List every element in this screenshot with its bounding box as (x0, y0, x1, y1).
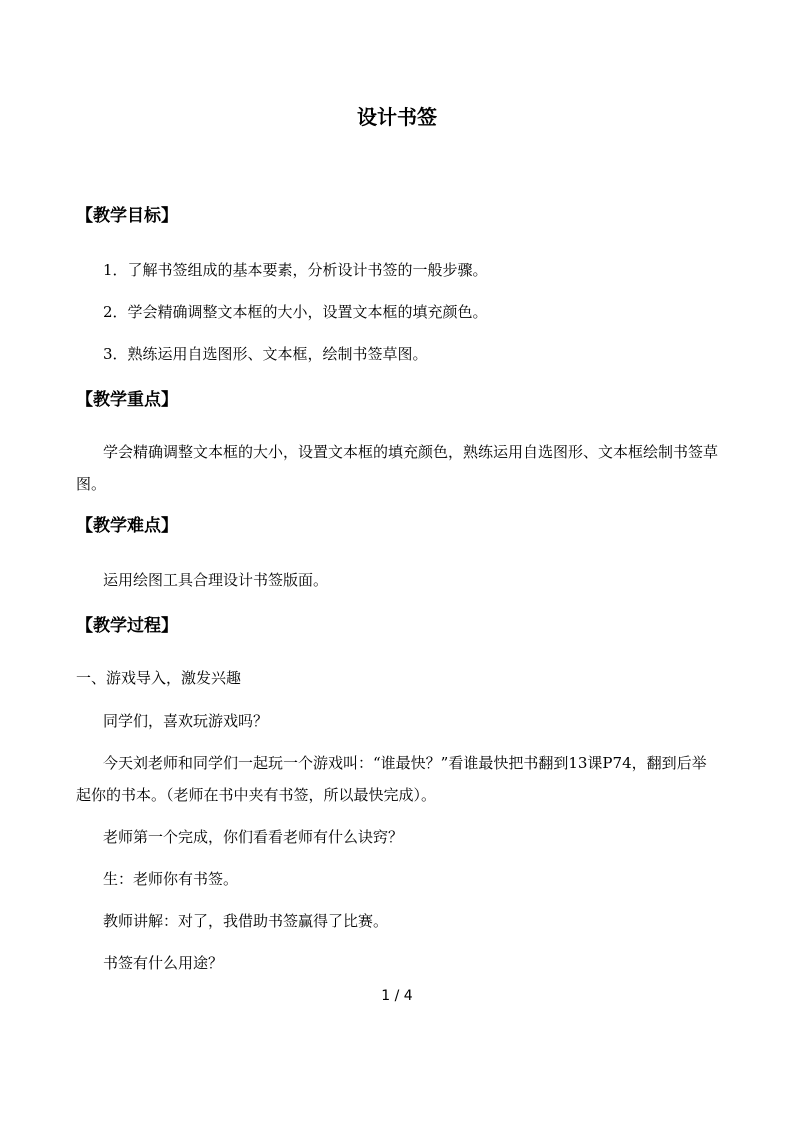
page-number: 1 / 4 (381, 988, 413, 1004)
process-paragraph-1: 同学们，喜欢玩游戏吗？ (103, 712, 269, 730)
objective-item-1: 1．了解书签组成的基本要素，分析设计书签的一般步骤。 (103, 261, 488, 279)
page-title: 设计书签 (357, 105, 437, 129)
process-paragraph-3: 老师第一个完成，你们看看老师有什么诀窍？ (103, 828, 404, 846)
process-subheading: 一、游戏导入，激发兴趣 (76, 669, 242, 687)
process-paragraph-2: 今天刘老师和同学们一起玩一个游戏叫：“谁最快？”看谁最快把书翻到13课P74，翻到后举起你的书本。（老师在书中夹有书签，所以最快完成）。 (76, 754, 707, 804)
process-paragraph-6: 书签有什么用途？ (103, 954, 224, 972)
objective-item-3: 3．熟练运用自选图形、文本框，绘制书签草图。 (103, 345, 428, 363)
section-heading-process: 【教学过程】 (76, 616, 178, 636)
section-heading-objectives: 【教学目标】 (76, 206, 178, 226)
section-heading-key-points: 【教学重点】 (76, 390, 178, 410)
key-points-text: 学会精确调整文本框的大小，设置文本框的填充颜色，熟练运用自选图形、文本框绘制书签草图。 (76, 443, 719, 493)
process-paragraph-4: 生：老师你有书签。 (103, 870, 239, 888)
difficulties-text: 运用绘图工具合理设计书签版面。 (103, 571, 329, 589)
process-paragraph-5: 教师讲解：对了，我借助书签赢得了比赛。 (103, 912, 389, 930)
section-heading-difficulties: 【教学难点】 (76, 516, 178, 536)
objective-item-2: 2．学会精确调整文本框的大小，设置文本框的填充颜色。 (103, 303, 488, 321)
